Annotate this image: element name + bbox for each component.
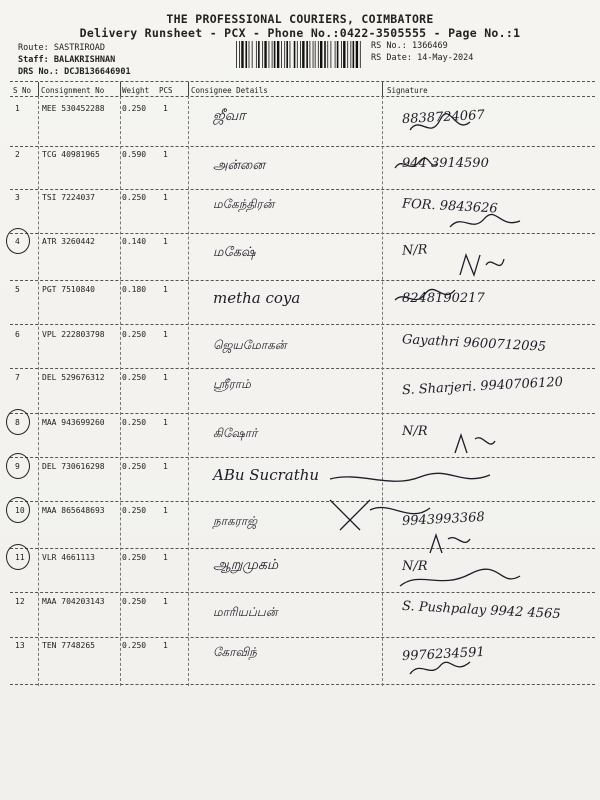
consignee-handwriting: ஜெயமோகன் (213, 338, 287, 352)
staff-value: BALAKRISHNAN (53, 55, 116, 65)
scribble-stroke (430, 535, 470, 553)
rs-date-value: 14-May-2024 (417, 53, 474, 63)
route-value: SASTRIROAD (53, 43, 106, 53)
runsheet-subtitle: Delivery Runsheet - PCX - Phone No.:0422-3505555 - Page No.:1 (79, 26, 521, 40)
serial-number: 2 (15, 150, 20, 159)
signature-scribble (410, 660, 580, 700)
table-header (10, 84, 595, 96)
column-divider (38, 96, 39, 686)
row-circle-mark (6, 409, 30, 435)
barcode-bar (258, 41, 260, 68)
scribble-stroke (395, 158, 437, 168)
weight-value: 0.180 (122, 285, 147, 294)
weight-value: 0.250 (122, 506, 147, 515)
serial-number: 8 (15, 418, 20, 427)
serial-number: 6 (15, 330, 20, 339)
barcode-bar (313, 41, 314, 68)
serial-number: 11 (15, 553, 25, 562)
pieces-count: 1 (163, 237, 168, 246)
signature-handwriting: 9976234591 (401, 644, 486, 665)
barcode-bar (290, 41, 291, 68)
barcode-bar (341, 41, 342, 68)
rs-date-label: RS Date: (371, 53, 412, 63)
col-sep (120, 82, 121, 96)
consignee-handwriting: மாரியப்பன் (213, 605, 278, 619)
row-divider (10, 501, 595, 502)
pieces-count: 1 (163, 285, 168, 294)
barcode-bar (252, 41, 253, 68)
signature-handwriting: 9943993368 (401, 509, 486, 530)
consignee-handwriting: ஜீவா (213, 108, 246, 124)
pieces-count: 1 (163, 150, 168, 159)
signature-scribble (400, 570, 570, 610)
serial-number: 12 (15, 597, 25, 606)
pieces-count: 1 (163, 104, 168, 113)
col-sep (188, 82, 189, 96)
barcode-bar (315, 41, 316, 68)
signature-handwriting: Gayathri 9600712095 (401, 332, 547, 355)
scribble-stroke (450, 215, 520, 227)
signature-handwriting: N/R (402, 559, 428, 574)
barcode-bar (310, 41, 311, 68)
weight-value: 0.250 (122, 330, 147, 339)
weight-value: 0.250 (122, 597, 147, 606)
col-sep (38, 82, 39, 96)
weight-value: 0.250 (122, 641, 147, 650)
signature-handwriting: FOR. 9843626 (401, 196, 498, 217)
signature-scribble (450, 215, 600, 255)
consignment-number: MAA 943699260 (42, 418, 105, 427)
consignment-number: DEL 730616298 (42, 462, 105, 471)
row-divider (10, 413, 595, 414)
consignment-number: TEN 7748265 (42, 641, 95, 650)
barcode-bar (249, 41, 250, 68)
consignment-number: PGT 7510840 (42, 285, 95, 294)
barcode-bar (264, 41, 266, 68)
serial-number: 5 (15, 285, 20, 294)
pieces-count: 1 (163, 597, 168, 606)
signature-handwriting: S. Pushpalay 9942 4565 (401, 598, 561, 623)
barcode-bar (272, 41, 273, 68)
barcode-bar (277, 41, 279, 68)
row-circle-mark (6, 228, 30, 254)
signature-scribble (460, 255, 600, 295)
signature-handwriting: N/R (402, 424, 428, 439)
barcode-bar (284, 41, 285, 68)
weight-value: 0.250 (122, 193, 147, 202)
pieces-count: 1 (163, 373, 168, 382)
barcode-bar (324, 41, 326, 68)
rs-no-label: RS No.: (371, 41, 407, 51)
col-pcs: PCS (159, 86, 173, 95)
barcode-bar (274, 41, 276, 68)
barcode-bar (281, 41, 282, 68)
scribble-stroke (330, 500, 430, 530)
weight-value: 0.250 (122, 418, 147, 427)
barcode-bar (302, 41, 304, 68)
consignment-number: TSI 7224037 (42, 193, 95, 202)
barcode-bar (343, 41, 345, 68)
weight-value: 0.250 (122, 373, 147, 382)
signature-handwriting: N/R (401, 242, 428, 259)
staff-line (18, 55, 115, 65)
row-divider (10, 368, 595, 369)
column-divider (382, 96, 383, 686)
barcode (236, 41, 364, 68)
pieces-count: 1 (163, 193, 168, 202)
col-signature: Signature (387, 86, 428, 95)
pieces-count: 1 (163, 641, 168, 650)
rs-no-line (371, 41, 448, 51)
serial-number: 13 (15, 641, 25, 650)
serial-number: 3 (15, 193, 20, 202)
barcode-bar (300, 41, 301, 68)
consignment-number: DEL 529676312 (42, 373, 105, 382)
consignment-number: MEE 530452288 (42, 104, 105, 113)
serial-number: 7 (15, 373, 20, 382)
barcode-bar (239, 41, 240, 68)
weight-value: 0.250 (122, 462, 147, 471)
barcode-bar (331, 41, 332, 68)
signature-scribble (330, 500, 500, 540)
barcode-bar (360, 41, 361, 68)
consignee-handwriting: மகேஷ் (213, 245, 256, 260)
barcode-bar (241, 41, 243, 68)
staff-label: Staff: (18, 55, 49, 65)
weight-value: 0.250 (122, 104, 147, 113)
consignment-number: MAA 865648693 (42, 506, 105, 515)
consignment-number: VLR 4661113 (42, 553, 95, 562)
consignment-number: MAA 704203143 (42, 597, 105, 606)
signature-handwriting: 944 3914590 (402, 156, 489, 171)
weight-value: 0.250 (122, 553, 147, 562)
signature-handwriting: 8838724067 (401, 107, 486, 128)
pieces-count: 1 (163, 330, 168, 339)
rs-no-value: 1366469 (411, 41, 448, 51)
company-title: THE PROFESSIONAL COURIERS, COIMBATORE (166, 12, 434, 26)
col-consignee: Consignee Details (191, 86, 268, 95)
serial-number: 1 (15, 104, 20, 113)
scribble-stroke (395, 289, 455, 300)
barcode-bar (353, 41, 355, 68)
consignee-handwriting: கோவிந் (213, 645, 257, 659)
barcode-bar (327, 41, 328, 68)
scribble-stroke (460, 255, 504, 275)
pieces-count: 1 (163, 553, 168, 562)
route-label: Route: (18, 43, 49, 53)
route-line (18, 43, 105, 53)
scribble-stroke (410, 662, 470, 674)
scribble-stroke (455, 435, 495, 453)
header-divider-bottom (10, 96, 595, 97)
drs-line (18, 67, 131, 77)
consignee-handwriting: மகேந்திரன் (213, 197, 275, 211)
col-sep (382, 82, 383, 96)
scribble-stroke (330, 473, 490, 481)
barcode-bar (318, 41, 319, 68)
row-circle-mark (6, 544, 30, 570)
signature-handwriting: S. Sharjeri. 9940706120 (401, 374, 564, 399)
header-divider-top (10, 81, 595, 82)
barcode-bar (320, 41, 322, 68)
pieces-count: 1 (163, 506, 168, 515)
serial-number: 10 (15, 506, 25, 515)
col-consignment: Consignment No (41, 86, 105, 95)
barcode-bar (356, 41, 358, 68)
barcode-bar (256, 41, 257, 68)
weight-value: 0.140 (122, 237, 147, 246)
column-divider (188, 96, 189, 686)
row-circle-mark (6, 497, 30, 523)
barcode-bar (306, 41, 308, 68)
barcode-bar (245, 41, 247, 68)
signature-scribble (455, 435, 600, 475)
col-weight: Weight (122, 86, 150, 95)
barcode-bar (347, 41, 348, 68)
drs-label: DRS No.: (18, 67, 59, 77)
weight-value: 0.590 (122, 150, 147, 159)
barcode-bar (236, 41, 237, 68)
col-sno: S No (13, 86, 32, 95)
consignee-handwriting: ஆறுமுகம் (213, 557, 279, 573)
consignment-number: VPL 222803798 (42, 330, 105, 339)
rs-date-line (371, 53, 473, 63)
signature-scribble (395, 160, 565, 200)
barcode-bar (269, 41, 270, 68)
consignee-handwriting: நாகராஜ் (213, 514, 258, 528)
consignment-number: ATR 3260442 (42, 237, 95, 246)
serial-number: 4 (15, 237, 20, 246)
serial-number: 9 (15, 462, 20, 471)
drs-value: DCJB136646901 (64, 67, 131, 77)
barcode-bar (335, 41, 336, 68)
barcode-bar (337, 41, 339, 68)
consignee-handwriting: ஸ்ரீராம் (213, 377, 251, 391)
consignee-handwriting: கிஷோர் (213, 426, 258, 440)
pieces-count: 1 (163, 418, 168, 427)
barcode-bar (297, 41, 298, 68)
barcode-bar (294, 41, 296, 68)
row-circle-mark (6, 453, 30, 479)
row-divider (10, 637, 595, 638)
consignee-handwriting: metha coya (213, 289, 301, 307)
consignee-handwriting: ABu Sucrathu (213, 466, 320, 484)
column-divider (120, 96, 121, 686)
signature-scribble (410, 120, 580, 160)
barcode-bar (286, 41, 288, 68)
signature-scribble (395, 290, 565, 330)
signature-scribble (430, 535, 600, 575)
signature-handwriting: 8248190217 (402, 291, 485, 306)
barcode-bar (350, 41, 351, 68)
scribble-stroke (400, 569, 520, 586)
consignment-number: TCG 40981965 (42, 150, 100, 159)
pieces-count: 1 (163, 462, 168, 471)
barcode-bar (262, 41, 263, 68)
consignee-handwriting: அன்னை (213, 158, 265, 173)
